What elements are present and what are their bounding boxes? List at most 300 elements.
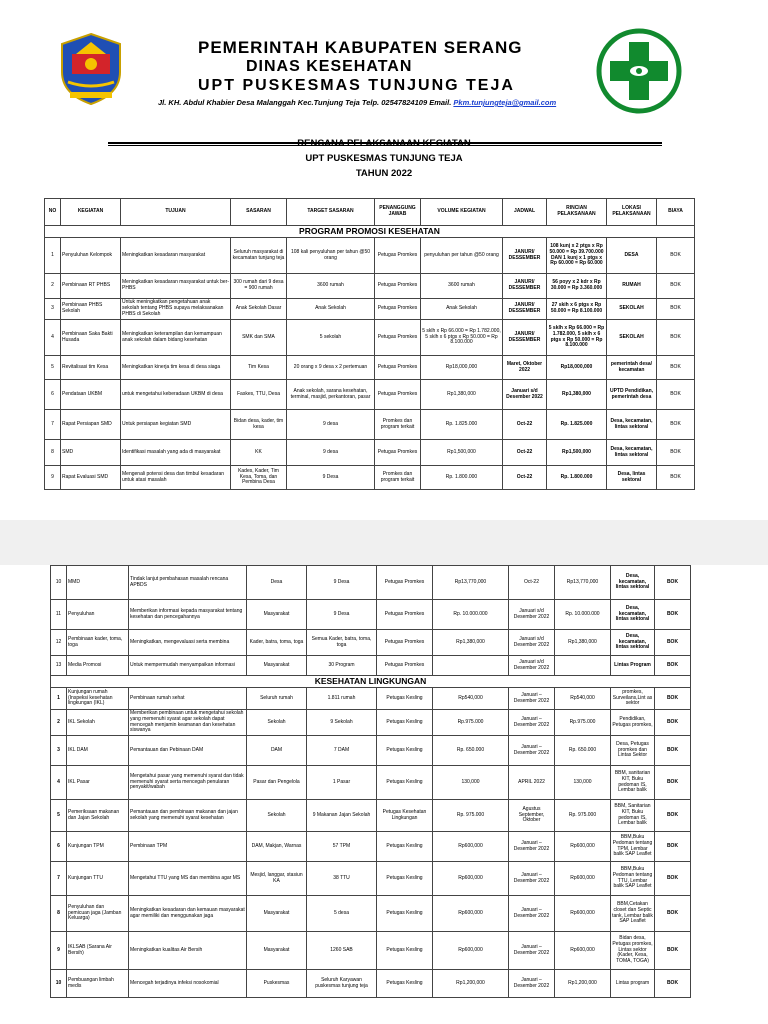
table-cell: Oct-22 xyxy=(503,466,547,490)
table-cell: Rp. 1.800.000 xyxy=(547,466,607,490)
table-cell: Desa, kecamatan, lintas sektoral xyxy=(611,630,655,656)
table-cell: promkes, Surveilans,Lint as sektor xyxy=(611,688,655,710)
table-cell: Pembinaan rumah sehat xyxy=(129,688,247,710)
serang-regency-emblem-icon xyxy=(58,32,124,106)
table-cell: 108 kali penyuluhan per tahun @50 orang xyxy=(287,238,375,274)
table-cell: Rp1,200,000 xyxy=(555,970,611,998)
table-cell: Desa, kecamatan, lintas sektoral xyxy=(607,410,657,440)
table-cell: 1 xyxy=(51,688,67,710)
header-address xyxy=(158,98,556,107)
table-cell: Desa, kecamatan, lintas sektoral xyxy=(611,566,655,600)
table-cell: BOK xyxy=(657,440,695,466)
table-cell: Rp540,000 xyxy=(433,688,509,710)
table-cell: Petugas Kesling xyxy=(377,688,433,710)
table-cell: BOK xyxy=(657,274,695,299)
table-cell: Rp. 650.000 xyxy=(555,736,611,766)
table-row xyxy=(45,356,695,380)
table-cell: BBM,Cetakan closet dan Septic tank, Lembar balik SAP Leaflet xyxy=(611,896,655,932)
table-cell: SEKOLAH xyxy=(607,299,657,320)
table-cell xyxy=(433,656,509,676)
table-row xyxy=(45,440,695,466)
table-cell: Petugas Kesling xyxy=(377,832,433,862)
table-cell: Rp1,380,000 xyxy=(421,380,503,410)
table-cell: APRIL 2022 xyxy=(509,766,555,800)
table-cell: BOK xyxy=(655,710,691,736)
table-cell: Rp. 650.000 xyxy=(433,736,509,766)
doc-title-line2: UPT PUSKESMAS TUNJUNG TEJA xyxy=(305,153,463,164)
table-cell: 1.811 rumah xyxy=(307,688,377,710)
table-cell: Petugas Promkes xyxy=(377,566,433,600)
table-cell: Anak Sekolah xyxy=(287,299,375,320)
table-cell: Rp.975.000 xyxy=(555,710,611,736)
table-cell: 1 xyxy=(45,238,61,274)
table-cell: Rp18,000,000 xyxy=(547,356,607,380)
table-cell: Petugas Promkes xyxy=(375,238,421,274)
table-cell: IKL Pasar xyxy=(67,766,129,800)
col-header: LOKASI PELAKSANAAN xyxy=(607,199,657,226)
table-row xyxy=(45,380,695,410)
table-cell: Rp. 10.000.000 xyxy=(555,600,611,630)
table-cell: Januari – Desember 2022 xyxy=(509,736,555,766)
col-header: KEGIATAN xyxy=(61,199,121,226)
table-cell: Rp600,000 xyxy=(433,832,509,862)
table-cell: Rp. 975.000 xyxy=(433,800,509,832)
doc-title-line1: RENCANA PELAKSANAAN KEGIATAN xyxy=(297,138,471,149)
table-cell: Petugas Kesling xyxy=(377,710,433,736)
puskesmas-logo-icon xyxy=(596,28,682,114)
table-cell: Rp1,500,000 xyxy=(547,440,607,466)
table-cell: Rp600,000 xyxy=(433,896,509,932)
table-cell: Petugas Promkes xyxy=(375,380,421,410)
table-cell: Mencegah terjadinya infeksi nosokomial xyxy=(129,970,247,998)
table-cell: 130,000 xyxy=(555,766,611,800)
table-row xyxy=(45,238,695,274)
table-cell: Petugas Kesling xyxy=(377,766,433,800)
table-cell: Petugas Promkes xyxy=(377,600,433,630)
table-cell: Januari s/d Desember 2022 xyxy=(509,600,555,630)
table-cell: Rp540,000 xyxy=(555,688,611,710)
table-cell: JANURI/ DESSEMBER xyxy=(503,320,547,356)
table-cell: Januari s/d Desember 2022 xyxy=(509,630,555,656)
table-cell: 1260 SAB xyxy=(307,932,377,970)
table-cell: Pembinaan kader, toma, toga xyxy=(67,630,129,656)
table-cell: 12 xyxy=(51,630,67,656)
table-cell: BOK xyxy=(655,688,691,710)
table-cell: Petugas Promkes xyxy=(377,656,433,676)
table-cell: Agustus September, Oktober xyxy=(509,800,555,832)
table-cell: 9 Desa xyxy=(307,600,377,630)
table-cell: Lintas Program xyxy=(611,656,655,676)
table-cell: BBM, sanitarian KIT, Buku pedoman IS, Lembar balik xyxy=(611,766,655,800)
table-cell: Revitalisasi tim Kesa xyxy=(61,356,121,380)
table-cell: 108 kunj x 2 ptgs x Rp 50.000 = Rp 39.700.000 DAN 1 kunj x 1 ptgs x Rp 60.000 = Rp 60.000 xyxy=(547,238,607,274)
table-cell: Tim Kesa xyxy=(231,356,287,380)
table-cell: UPTD Pendidikan, pemerintah desa xyxy=(607,380,657,410)
table-cell: Mesjid, langgar, stasiun KA xyxy=(247,862,307,896)
table-cell: Petugas Promkes xyxy=(375,274,421,299)
letterhead xyxy=(48,24,680,122)
table-cell: 5 sekolah xyxy=(287,320,375,356)
table-row xyxy=(51,970,691,998)
table-cell: 8 xyxy=(45,440,61,466)
table-cell: 2 xyxy=(45,274,61,299)
table-cell: 10 xyxy=(51,970,67,998)
table-cell xyxy=(555,656,611,676)
table-cell: Petugas Kesling xyxy=(377,896,433,932)
header-agency: DINAS KESEHATAN xyxy=(246,58,413,75)
table-cell: Rp. 1.800.000 xyxy=(421,466,503,490)
section-title-promkes: PROGRAM PROMOSI KESEHATAN xyxy=(45,226,695,238)
table-row xyxy=(51,566,691,600)
table-cell: 57 TPM xyxy=(307,832,377,862)
table-cell: Pemantauan dan pembinaan makanan dan jajan sekolah yang memenuhi syarat kesehatan xyxy=(129,800,247,832)
table-cell: Petugas Promkes xyxy=(377,630,433,656)
table-cell: Meningkatkan keterampilan dan kemampuan anak sekolah dalam bidang kesehatan xyxy=(121,320,231,356)
table-cell: 8 xyxy=(51,896,67,932)
table-cell: Lintas program xyxy=(611,970,655,998)
table-cell: SMD xyxy=(61,440,121,466)
table-cell: Desa, lintas sektoral xyxy=(607,466,657,490)
table-cell: Pembinaan PHBS Sekolah xyxy=(61,299,121,320)
table-cell: Penyuluhan xyxy=(67,600,129,630)
col-header: PENANGGUNG JAWAB xyxy=(375,199,421,226)
table-cell: Oct-22 xyxy=(509,566,555,600)
table-cell: Rp13,770,000 xyxy=(555,566,611,600)
table-cell: pemerintah desa/ kecamatan xyxy=(607,356,657,380)
section-row xyxy=(45,226,695,238)
table-cell: KK xyxy=(231,440,287,466)
table-row xyxy=(51,600,691,630)
table-cell: Rp600,000 xyxy=(433,932,509,970)
table-cell: Januari – Desember 2022 xyxy=(509,688,555,710)
table-cell: 5 xyxy=(45,356,61,380)
table-cell: Petugas Kesling xyxy=(377,736,433,766)
table-cell: BOK xyxy=(657,238,695,274)
table-cell: BOK xyxy=(655,600,691,630)
col-header: TARGET SASARAN xyxy=(287,199,375,226)
table-row xyxy=(51,630,691,656)
table-cell: Januari – Desember 2022 xyxy=(509,710,555,736)
table-cell: Promkes dan program terkait xyxy=(375,410,421,440)
table-cell: Masyarakat xyxy=(247,896,307,932)
table-cell: 5 sklh x Rp 66.000 = Rp 1.782.000, 5 sklh x 6 ptgs x Rp 50.000 = Rp 8.100.000 xyxy=(421,320,503,356)
table-row xyxy=(45,274,695,299)
table-cell: Rp18,000,000 xyxy=(421,356,503,380)
table-cell: Untuk persiapan kegiatan SMD xyxy=(121,410,231,440)
table-cell: Sekolah xyxy=(247,800,307,832)
table-cell: Mengenali potensi desa dan timbul kesadaran untuk atasi masalah xyxy=(121,466,231,490)
table-cell: Untuk meningkatkan pengetahuan anak sekolah tentang PHBS supaya melaksanakan PHBS di Sekolah xyxy=(121,299,231,320)
table-cell: Petugas Promkes xyxy=(375,356,421,380)
col-header: BIAYA xyxy=(657,199,695,226)
table-row xyxy=(51,932,691,970)
table-cell: Pendidikan, Petugas promkes, xyxy=(611,710,655,736)
address-text: Jl. KH. Abdul Khabier Desa Malanggah Kec.Tunjung Teja Telp. 02547824109 Email. xyxy=(158,98,452,107)
table-cell: BOK xyxy=(655,630,691,656)
table-cell: SEKOLAH xyxy=(607,320,657,356)
table-cell: Kunjungan TTU xyxy=(67,862,129,896)
table-cell: 38 TTU xyxy=(307,862,377,896)
table-cell: Media Promosi xyxy=(67,656,129,676)
table-cell: 13 xyxy=(51,656,67,676)
col-header: JADWAL xyxy=(503,199,547,226)
table-cell: BOK xyxy=(657,356,695,380)
table-cell: Pasar dan Pengelola xyxy=(247,766,307,800)
table-cell: Oct-22 xyxy=(503,410,547,440)
table-cell: Pendataan UKBM xyxy=(61,380,121,410)
table-cell: Petugas Promkes xyxy=(375,320,421,356)
section-title-kesling: KESEHATAN LINGKUNGAN xyxy=(51,676,691,688)
table-cell: Sekolah xyxy=(247,710,307,736)
col-header: NO xyxy=(45,199,61,226)
table-cell: Januari – Desember 2022 xyxy=(509,970,555,998)
table-cell: 5 sklh x Rp 66.000 = Rp 1.782.000, 5 sklh x 6 ptgs x Rp 50.000 = Rp 8.100.000 xyxy=(547,320,607,356)
col-header: RINCIAN PELAKSANAAN xyxy=(547,199,607,226)
page-2 xyxy=(0,565,768,1024)
table-cell: 11 xyxy=(51,600,67,630)
table-cell: Kader, batra, toma, toga xyxy=(247,630,307,656)
table-cell: Januari s/d Desember 2022 xyxy=(509,656,555,676)
table-cell: Rp. 1.825.000 xyxy=(547,410,607,440)
table-cell: 3 xyxy=(51,736,67,766)
table-cell: DESA xyxy=(607,238,657,274)
table-cell: Pembinaan RT PHBS xyxy=(61,274,121,299)
col-header: VOLUME KEGIATAN xyxy=(421,199,503,226)
table-row xyxy=(51,862,691,896)
table-cell: 7 xyxy=(45,410,61,440)
table-cell: RUMAH xyxy=(607,274,657,299)
table-header-row xyxy=(45,199,695,226)
table-cell: Anak Sekolah Dasar xyxy=(231,299,287,320)
table-cell: 9 Desa xyxy=(287,466,375,490)
table-cell: BOK xyxy=(657,410,695,440)
table-cell: Puskesmas xyxy=(247,970,307,998)
table-cell: 1 Pasar xyxy=(307,766,377,800)
table-cell: Penyuluhan Kelompok xyxy=(61,238,121,274)
table-cell: Pembinaan Saka Bakti Husada xyxy=(61,320,121,356)
table-cell: 6 xyxy=(45,380,61,410)
table-cell: Rp1,380,000 xyxy=(433,630,509,656)
table-cell: IKL Sekolah xyxy=(67,710,129,736)
table-cell: Kades, Kader, Tim Kesa, Toma, dan Pembina Desa xyxy=(231,466,287,490)
table-cell: BOK xyxy=(655,832,691,862)
table-cell: Januari – Desember 2022 xyxy=(509,896,555,932)
table-cell: 2 xyxy=(51,710,67,736)
table-cell: Desa, kecamatan, lintas sektoral xyxy=(611,600,655,630)
email-link[interactable]: Pkm.tunjungteja@gmail.com xyxy=(453,98,557,107)
table-cell: Meningkatkan kesadaran masyarakat xyxy=(121,238,231,274)
table-cell: Identifikasi masalah yang ada di masyarakat xyxy=(121,440,231,466)
table-cell: Meningkatkan kesadaran dan kemauan masyarakat agar memiliki dan menggunakan jaga xyxy=(129,896,247,932)
table-cell: Meningkatkan kesadaran masyarakat untuk ber-PHBS xyxy=(121,274,231,299)
table-cell: 20 orang x 9 desa x 2 pertemuan xyxy=(287,356,375,380)
table-cell: Petugas Promkes xyxy=(375,440,421,466)
table-cell: Rp600,000 xyxy=(555,896,611,932)
table-cell: Pembuangan limbah medis xyxy=(67,970,129,998)
table-cell: BBM, Sanitarian KIT, Buku pedoman IS, Lembar balik xyxy=(611,800,655,832)
table-cell: Rp1,380,000 xyxy=(555,630,611,656)
table-row xyxy=(51,656,691,676)
table-cell: Masyarakat xyxy=(247,656,307,676)
table-row xyxy=(45,410,695,440)
table-cell: Januari – Desember 2022 xyxy=(509,862,555,896)
table-cell: JANURI/ DESSEMBER xyxy=(503,299,547,320)
table-cell: Rapat Evaluasi SMD xyxy=(61,466,121,490)
table-row xyxy=(51,688,691,710)
table-cell: 9 xyxy=(51,932,67,970)
header-government: PEMERINTAH KABUPATEN SERANG xyxy=(198,38,523,57)
table-cell: Masyarakat xyxy=(247,600,307,630)
table-cell: 3 xyxy=(45,299,61,320)
table-cell: Petugas Kesehatan Lingkungan xyxy=(377,800,433,832)
table-cell: 7 xyxy=(51,862,67,896)
plan-table-part-1 xyxy=(44,198,695,490)
table-cell: Petugas Kesling xyxy=(377,932,433,970)
table-cell: BOK xyxy=(655,862,691,896)
table-cell: BOK xyxy=(655,800,691,832)
table-cell: 9 Desa xyxy=(307,566,377,600)
table-cell: Semua Kader, batra, toma, toga xyxy=(307,630,377,656)
table-cell: Seluruh rumah xyxy=(247,688,307,710)
plan-table-part-2 xyxy=(50,565,691,998)
table-cell: Untuk mempermudah menyampaikan informasi xyxy=(129,656,247,676)
table-cell: 4 xyxy=(51,766,67,800)
table-cell: Desa, Petugas promkes dan Lintas Sektor xyxy=(611,736,655,766)
table-cell: 10 xyxy=(51,566,67,600)
table-cell: Oct-22 xyxy=(503,440,547,466)
table-cell: Bidan desa, kader, tim kesa xyxy=(231,410,287,440)
doc-title-line3: TAHUN 2022 xyxy=(355,168,413,179)
table-cell: Rp600,000 xyxy=(433,862,509,896)
table-cell: 9 desa xyxy=(287,440,375,466)
table-cell: Pemantauan dan Pebinaan DAM xyxy=(129,736,247,766)
table-row xyxy=(51,736,691,766)
table-cell: BOK xyxy=(655,566,691,600)
table-row xyxy=(45,320,695,356)
table-cell: 7 DAM xyxy=(307,736,377,766)
table-cell: BOK xyxy=(655,970,691,998)
table-cell: BOK xyxy=(655,736,691,766)
table-cell: JANURI/ DESSEMBER xyxy=(503,238,547,274)
table-cell: Rp13,770,000 xyxy=(433,566,509,600)
table-cell: Maret, Oktober 2022 xyxy=(503,356,547,380)
table-cell: DAM, Makjan, Warnas xyxy=(247,832,307,862)
table-cell: 5 xyxy=(51,800,67,832)
table-cell: Mengetahui TTU yang MS dan membina agar MS xyxy=(129,862,247,896)
table-row xyxy=(51,800,691,832)
table-cell: BOK xyxy=(655,656,691,676)
table-cell: Seluruh Karyawan puskesmas tunjung teja xyxy=(307,970,377,998)
table-cell: Pembinaan TPM xyxy=(129,832,247,862)
table-cell: SMK dan SMA xyxy=(231,320,287,356)
table-cell: Rp.975.000 xyxy=(433,710,509,736)
table-cell: Rp600,000 xyxy=(555,862,611,896)
table-cell: Meningkatkan kinerja tim kesa di desa siaga xyxy=(121,356,231,380)
table-cell: BOK xyxy=(657,320,695,356)
section-row xyxy=(51,676,691,688)
table-cell: Rp1,500,000 xyxy=(421,440,503,466)
table-cell: 5 desa xyxy=(307,896,377,932)
table-cell: 56 poyy x 2 kdr x Rp 30.000 = Rp 3.360.000 xyxy=(547,274,607,299)
table-cell: 3600 rumah xyxy=(287,274,375,299)
table-cell: DAM xyxy=(247,736,307,766)
table-cell: Januari – Desember 2022 xyxy=(509,932,555,970)
page-gap xyxy=(0,520,768,565)
table-cell: BOK xyxy=(655,766,691,800)
table-cell: Anak sekolah, sarana kesehatan, terminal, masjid, perkantoran, pasar xyxy=(287,380,375,410)
table-cell: Rp600,000 xyxy=(555,932,611,970)
table-cell: BOK xyxy=(657,380,695,410)
table-cell: 9 xyxy=(45,466,61,490)
table-cell: Faskes, TTU, Desa xyxy=(231,380,287,410)
table-cell: IKLSAB (Sarana Air Bersih) xyxy=(67,932,129,970)
table-cell: Rp600,000 xyxy=(555,832,611,862)
table-cell: Memberikan informasi kepada masyarakat tentang kesehatan dan pencegahannya xyxy=(129,600,247,630)
table-cell: Rapat Persiapan SMD xyxy=(61,410,121,440)
table-cell: Meningkatkan, mengevaluasi serta membina xyxy=(129,630,247,656)
table-cell: IKL DAM xyxy=(67,736,129,766)
table-cell: 4 xyxy=(45,320,61,356)
table-cell: Januari – Desember 2022 xyxy=(509,832,555,862)
table-cell: untuk mengetahui keberadaan UKBM di desa xyxy=(121,380,231,410)
table-cell: Rp. 1.825.000 xyxy=(421,410,503,440)
table-cell: BOK xyxy=(657,466,695,490)
col-header: TUJUAN xyxy=(121,199,231,226)
table-cell: BBM,Buku Pedoman tentang TTU, Lembar balik SAP Leaflet xyxy=(611,862,655,896)
table-cell: MMD xyxy=(67,566,129,600)
table-row xyxy=(51,896,691,932)
table-row xyxy=(51,766,691,800)
table-cell: Pemeriksaan makanan dan Jajan Sekolah xyxy=(67,800,129,832)
table-cell: 9 Makanan Jajan Sekolah xyxy=(307,800,377,832)
table-cell: Memberikan pembinaan untuk mengetahui sekolah yang memenuhi syarat agar sekolah dapat mencegah menjamin keamanan dan kesehatan siswanya xyxy=(129,710,247,736)
table-cell: 9 desa xyxy=(287,410,375,440)
table-cell: 300 rumah dari 9 desa = 900 rumah xyxy=(231,274,287,299)
col-header: SASARAN xyxy=(231,199,287,226)
table-cell: 9 Sekolah xyxy=(307,710,377,736)
table-cell: Rp1,200,000 xyxy=(433,970,509,998)
table-cell: Petugas Kesling xyxy=(377,970,433,998)
table-cell: Januari s/d Desember 2022 xyxy=(503,380,547,410)
table-cell: 30 Program xyxy=(307,656,377,676)
table-cell: Desa xyxy=(247,566,307,600)
table-row xyxy=(51,710,691,736)
table-cell: Petugas Promkes xyxy=(375,299,421,320)
table-cell: Kunjungan TPM xyxy=(67,832,129,862)
table-cell: Kunjungan rumah (Inspeksi kesehatan lingkungan (IKL) xyxy=(67,688,129,710)
header-unit: UPT PUSKESMAS TUNJUNG TEJA xyxy=(198,77,515,94)
table-row xyxy=(51,832,691,862)
table-cell: Promkes dan program terkait xyxy=(375,466,421,490)
table-cell: Rp. 10.000.000 xyxy=(433,600,509,630)
table-cell: Mengetahui pasar yang memenuhi syarat dan tidak memenuhi syarat serta mencegah penularan penyakit/wabah xyxy=(129,766,247,800)
table-cell: 3600 rumah xyxy=(421,274,503,299)
table-cell: 27 skih x 6 ptgs x Rp 50.000 = Rp 8.100.000 xyxy=(547,299,607,320)
table-cell: Seluruh masyarakat di kecamatan tunjung teja xyxy=(231,238,287,274)
table-cell: BOK xyxy=(657,299,695,320)
table-cell: 6 xyxy=(51,832,67,862)
table-row xyxy=(45,466,695,490)
table-cell: JANURI/ DESSEMBER xyxy=(503,274,547,299)
table-cell: Meningkatkan kualitas Air Bersih xyxy=(129,932,247,970)
table-cell: BOK xyxy=(655,932,691,970)
table-cell: BBM,Buku Pedoman tentang TPM, Lembar balik SAP Leaflet xyxy=(611,832,655,862)
table-cell: penyuluhan per tahun @50 orang xyxy=(421,238,503,274)
table-cell: Petugas Kesling xyxy=(377,862,433,896)
table-cell: 130,000 xyxy=(433,766,509,800)
table-row xyxy=(45,299,695,320)
table-cell: Desa, kecamatan, lintas sektoral xyxy=(607,440,657,466)
